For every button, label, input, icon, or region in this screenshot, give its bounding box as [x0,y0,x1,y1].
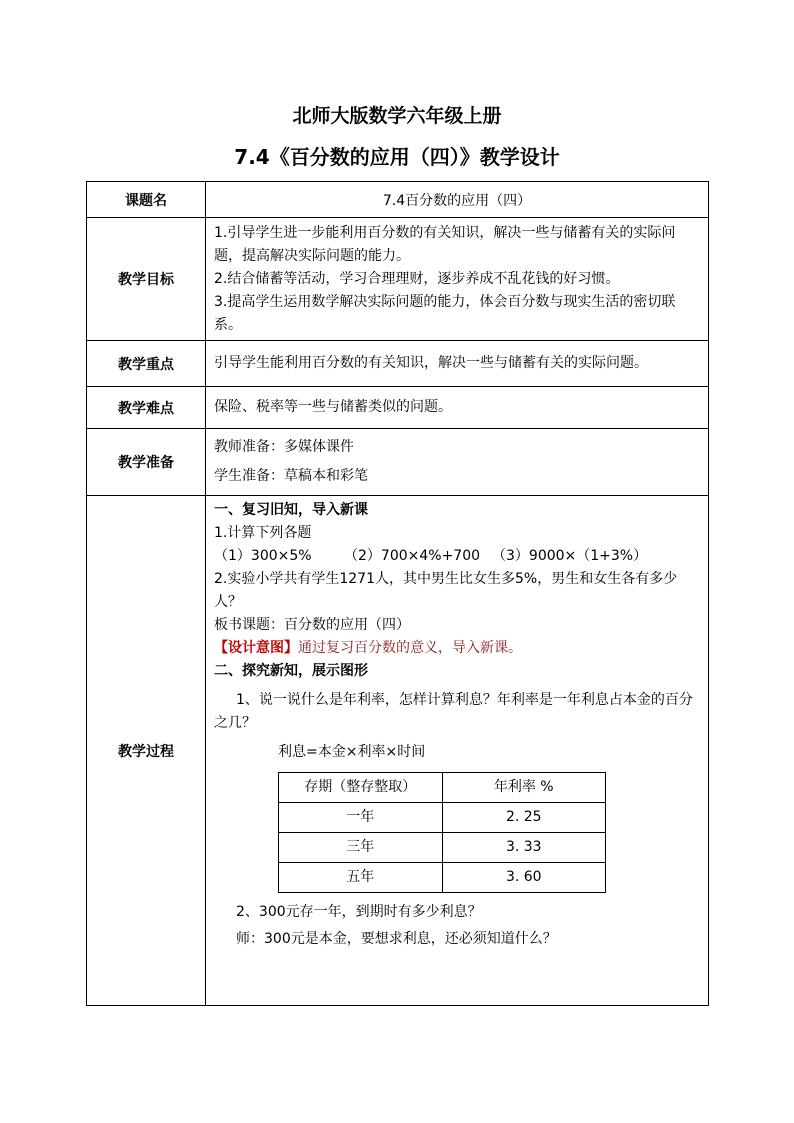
row-process [87,496,709,1006]
rate-term: 一年 [279,803,443,833]
key-label: 教学重点 [87,341,206,387]
paragraph-2: 2、300元存一年，到期时有多少利息？ [236,904,482,920]
question-2: 2.实验小学共有学生1271人，其中男生比女生多5%，男生和女生各有多少人？ [214,571,678,610]
question-1: 1.计算下列各题 [214,525,312,541]
prep-content [206,429,709,496]
document-subtitle: 7.4《百分数的应用（四）》教学设计 [234,145,560,169]
row-goals [87,218,709,341]
document-title: 北师大版数学六年级上册 [292,105,502,127]
rate-table-row [279,803,606,833]
process-content [206,496,709,1006]
question-item: （1）300×5% [214,548,312,564]
rate-value: 3. 60 [442,863,606,893]
rate-table-row [279,833,606,863]
goals-content [206,218,709,341]
key-content: 引导学生能利用百分数的有关知识，解决一些与储蓄有关的实际问题。 [206,341,709,387]
goals-label: 教学目标 [87,218,206,341]
rate-term: 五年 [279,863,443,893]
rate-term: 三年 [279,833,443,863]
goal-item: 2.结合储蓄等活动，学习合理理财，逐步养成不乱花钱的好习惯。 [214,270,620,287]
paragraph-1: 1、说一说什么是年利率，怎样计算利息？年利率是一年利息占本金的百分之几？ [214,692,693,731]
row-key [87,341,709,387]
question-1-items [214,545,702,568]
paragraph-3: 师：300元是本金，要想求利息，还必须知道什么？ [236,931,557,947]
rate-table-header [279,773,606,803]
prep-label: 教学准备 [87,429,206,496]
rate-header-term: 存期（整存整取） [279,773,443,803]
row-difficulty [87,387,709,429]
section2-heading: 二、探究新知，展示图形 [214,663,368,679]
section1-heading: 一、复习旧知，导入新课 [214,502,368,518]
lesson-plan-table [86,181,709,1006]
row-topic [87,182,709,218]
row-prep [87,429,709,496]
design-intent [214,637,702,660]
difficulty-label: 教学难点 [87,387,206,429]
interest-rate-table [278,772,606,893]
topic-label: 课题名 [87,182,206,218]
topic-value: 7.4百分数的应用（四） [206,182,709,218]
goal-item: 1.引导学生进一步能利用百分数的有关知识，解决一些与储蓄有关的实际问题，提高解决实际问题的能力。 [214,224,676,264]
question-item: （3）9000×（1+3%） [492,548,648,564]
student-prep: 学生准备：草稿本和彩笔 [214,468,368,484]
goal-item: 3.提高学生运用数学解决实际问题的能力，体会百分数与现实生活的密切联系。 [214,293,676,333]
design-intent-tag: 【设计意图】 [214,640,298,656]
question-item: （2）700×4%+700 [344,548,481,564]
rate-value: 2. 25 [442,803,606,833]
rate-header-rate: 年利率 % [442,773,606,803]
interest-formula: 利息=本金×利率×时间 [278,744,426,760]
teacher-prep: 教师准备：多媒体课件 [214,439,354,455]
rate-table-row [279,863,606,893]
process-label: 教学过程 [87,496,206,1006]
design-intent-text: 通过复习百分数的意义，导入新课。 [298,640,522,656]
rate-value: 3. 33 [442,833,606,863]
board-topic: 板书课题：百分数的应用（四） [214,617,410,633]
difficulty-content: 保险、税率等一些与储蓄类似的问题。 [206,387,709,429]
